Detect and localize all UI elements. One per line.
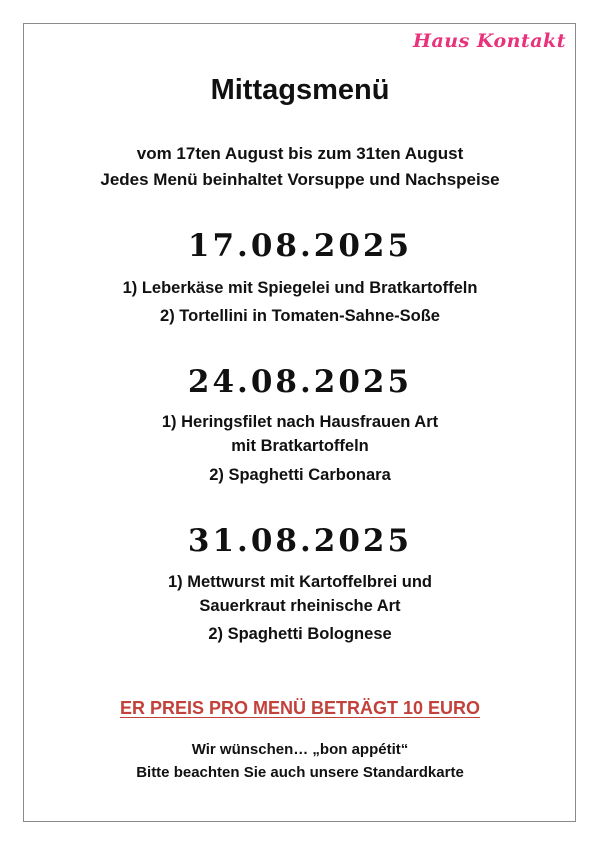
menu-item: 2) Tortellini in Tomaten-Sahne-Soße (160, 307, 440, 325)
menu-item-line: mit Bratkartoffeln (231, 437, 369, 455)
menu-item (0, 410, 600, 458)
price-notice: ER PREIS PRO MENÜ BETRÄGT 10 EURO (119, 698, 481, 718)
menu-period-dates: vom 17ten August bis zum 31ten August (136, 144, 464, 163)
section-date: 17.08.2025 (187, 228, 413, 264)
brand-logo: Haus Kontakt (413, 30, 566, 52)
menu-period-note: Jedes Menü beinhaltet Vorsuppe und Nachspeise (100, 170, 500, 189)
menu-item: 1) Leberkäse mit Spiegelei und Bratkartoffeln (122, 279, 478, 297)
menu-item: 2) Spaghetti Bolognese (208, 625, 392, 643)
menu-item-line: 1) Heringsfilet nach Hausfrauen Art (161, 413, 439, 431)
footer-hint: Bitte beachten Sie auch unsere Standardkarte (136, 764, 464, 781)
menu-item: 2) Spaghetti Carbonara (209, 466, 391, 484)
footer-greeting: Wir wünschen… „bon appétit“ (191, 741, 409, 758)
menu-period (0, 141, 600, 193)
menu-item-line: Sauerkraut rheinische Art (199, 597, 401, 615)
footer-note (0, 738, 600, 784)
page-title: Mittagsmenü (210, 74, 390, 106)
section-date: 31.08.2025 (187, 523, 413, 559)
menu-item (0, 570, 600, 618)
menu-item-line: 1) Mettwurst mit Kartoffelbrei und (167, 573, 432, 591)
section-date: 24.08.2025 (187, 364, 413, 400)
